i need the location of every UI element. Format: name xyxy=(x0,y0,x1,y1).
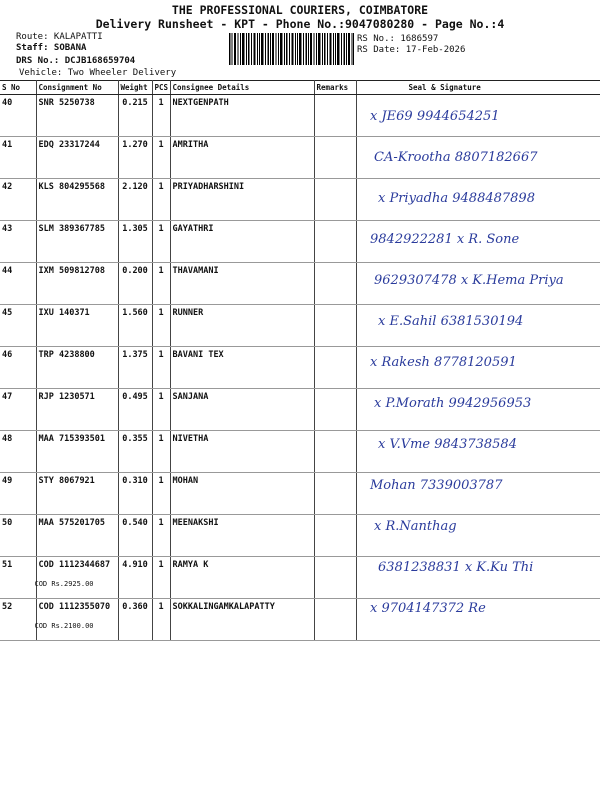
row-remarks xyxy=(314,179,356,221)
row-sno: 44 xyxy=(0,263,36,305)
row-pcs: 1 xyxy=(152,95,170,137)
vehicle-label: Vehicle: Two Wheeler Delivery xyxy=(19,68,177,78)
row-weight: 4.910 xyxy=(118,557,152,599)
row-sno: 50 xyxy=(0,515,36,557)
row-consignment-no: KLS 804295568 xyxy=(36,179,118,221)
row-consignee: NIVETHA xyxy=(170,431,314,473)
row-consignment-no: MAA 575201705 xyxy=(36,515,118,557)
drs-number: DRS No.: DCJB168659704 xyxy=(16,56,136,66)
row-weight: 1.305 xyxy=(118,221,152,263)
row-remarks xyxy=(314,347,356,389)
row-weight: 0.310 xyxy=(118,473,152,515)
row-consignment-no: STY 8067921 xyxy=(36,473,118,515)
row-weight: 0.495 xyxy=(118,389,152,431)
row-consignee: MOHAN xyxy=(170,473,314,515)
row-consignment-no: EDQ 23317244 xyxy=(36,137,118,179)
row-consignee: PRIYADHARSHINI xyxy=(170,179,314,221)
row-signature-cell xyxy=(356,347,600,389)
table-row xyxy=(0,221,600,263)
row-consignee: THAVAMANI xyxy=(170,263,314,305)
row-signature-cell xyxy=(356,557,600,599)
row-consignment-no: SLM 389367785 xyxy=(36,221,118,263)
row-pcs: 1 xyxy=(152,389,170,431)
row-sno: 52 xyxy=(0,599,36,641)
table-row xyxy=(0,137,600,179)
table-row xyxy=(0,599,600,641)
row-signature-cell xyxy=(356,179,600,221)
runsheet-table xyxy=(0,80,600,641)
row-sno: 51 xyxy=(0,557,36,599)
table-header-row xyxy=(0,81,600,95)
staff-label: Staff: SOBANA xyxy=(16,43,87,53)
cod-amount: COD Rs.2925.00 xyxy=(34,580,94,588)
row-sno: 40 xyxy=(0,95,36,137)
row-remarks xyxy=(314,389,356,431)
row-signature-cell xyxy=(356,389,600,431)
row-signature-cell xyxy=(356,95,600,137)
runsheet-subtitle: Delivery Runsheet - KPT - Phone No.:9047080280 - Page No.:4 xyxy=(95,17,505,31)
signature-2: CA-Krootha 8807182667 xyxy=(374,150,538,165)
row-pcs: 1 xyxy=(152,515,170,557)
row-weight: 0.355 xyxy=(118,431,152,473)
row-consignment-no: COD 1112344687 COD Rs.2925.00 xyxy=(36,557,118,599)
row-remarks xyxy=(314,263,356,305)
signature-7: x Rakesh 8778120591 xyxy=(370,355,517,370)
row-weight: 2.120 xyxy=(118,179,152,221)
table-row xyxy=(0,179,600,221)
signature-6: x E.Sahil 6381530194 xyxy=(378,314,524,329)
row-consignee: GAYATHRI xyxy=(170,221,314,263)
row-weight: 0.215 xyxy=(118,95,152,137)
row-consignee: MEENAKSHI xyxy=(170,515,314,557)
row-sno: 47 xyxy=(0,389,36,431)
row-pcs: 1 xyxy=(152,305,170,347)
row-weight: 0.200 xyxy=(118,263,152,305)
row-weight: 0.360 xyxy=(118,599,152,641)
signature-3: x Priyadha 9488487898 xyxy=(378,191,535,206)
row-pcs: 1 xyxy=(152,347,170,389)
row-signature-cell xyxy=(356,431,600,473)
row-consignment-no: MAA 715393501 xyxy=(36,431,118,473)
row-consignee: NEXTGENPATH xyxy=(170,95,314,137)
row-weight: 0.540 xyxy=(118,515,152,557)
table-row xyxy=(0,389,600,431)
row-pcs: 1 xyxy=(152,221,170,263)
row-pcs: 1 xyxy=(152,473,170,515)
signature-4: 9842922281 x R. Sone xyxy=(370,232,520,247)
row-weight: 1.270 xyxy=(118,137,152,179)
row-pcs: 1 xyxy=(152,179,170,221)
row-signature-cell xyxy=(356,305,600,347)
row-remarks xyxy=(314,473,356,515)
row-pcs: 1 xyxy=(152,557,170,599)
row-consignment-no: TRP 4238800 xyxy=(36,347,118,389)
row-sno: 46 xyxy=(0,347,36,389)
row-signature-cell xyxy=(356,263,600,305)
row-consignee: BAVANI TEX xyxy=(170,347,314,389)
signature-9: x V.Vme 9843738584 xyxy=(378,437,517,452)
row-sno: 49 xyxy=(0,473,36,515)
col-header-consignee: Consignee Details xyxy=(170,81,314,95)
table-row xyxy=(0,263,600,305)
barcode-image xyxy=(229,33,354,65)
row-pcs: 1 xyxy=(152,263,170,305)
row-consignment-no: RJP 1230571 xyxy=(36,389,118,431)
col-header-signature: Seal & Signature xyxy=(356,81,600,95)
col-header-consignment: Consignment No xyxy=(36,81,118,95)
row-pcs: 1 xyxy=(152,599,170,641)
row-consignee: SOKKALINGAMKALAPATTY xyxy=(170,599,314,641)
table-row xyxy=(0,347,600,389)
table-row xyxy=(0,431,600,473)
row-signature-cell xyxy=(356,473,600,515)
signature-13: x 9704147372 Re xyxy=(370,601,486,616)
row-remarks xyxy=(314,557,356,599)
col-header-weight: Weight xyxy=(118,81,152,95)
cod-amount: COD Rs.2100.00 xyxy=(34,622,94,630)
row-signature-cell xyxy=(356,599,600,641)
col-header-remarks: Remarks xyxy=(314,81,356,95)
row-remarks xyxy=(314,221,356,263)
row-pcs: 1 xyxy=(152,431,170,473)
col-header-sno: S No xyxy=(0,81,36,95)
row-weight: 1.560 xyxy=(118,305,152,347)
row-consignee: AMRITHA xyxy=(170,137,314,179)
signature-11: x R.Nanthag xyxy=(374,519,457,534)
row-sno: 45 xyxy=(0,305,36,347)
company-title: THE PROFESSIONAL COURIERS, COIMBATORE xyxy=(171,3,429,17)
row-sno: 42 xyxy=(0,179,36,221)
table-row xyxy=(0,473,600,515)
row-sno: 41 xyxy=(0,137,36,179)
row-pcs: 1 xyxy=(152,137,170,179)
row-remarks xyxy=(314,305,356,347)
table-row xyxy=(0,515,600,557)
signature-10: Mohan 7339003787 xyxy=(370,478,503,493)
row-consignee: SANJANA xyxy=(170,389,314,431)
rs-number: RS No.: 1686597 xyxy=(357,34,439,44)
table-row xyxy=(0,95,600,137)
row-consignment-no: IXU 140371 xyxy=(36,305,118,347)
row-remarks xyxy=(314,515,356,557)
row-remarks xyxy=(314,431,356,473)
row-consignment-no: IXM 509812708 xyxy=(36,263,118,305)
row-consignment-no: COD 1112355070 COD Rs.2100.00 xyxy=(36,599,118,641)
row-signature-cell xyxy=(356,515,600,557)
row-weight: 1.375 xyxy=(118,347,152,389)
row-remarks xyxy=(314,599,356,641)
table-row xyxy=(0,557,600,599)
signature-8: x P.Morath 9942956953 xyxy=(374,396,532,411)
col-header-pcs: PCS xyxy=(152,81,170,95)
signature-12: 6381238831 x K.Ku Thi xyxy=(378,560,534,575)
row-consignee: RUNNER xyxy=(170,305,314,347)
row-signature-cell xyxy=(356,137,600,179)
signature-5: 9629307478 x K.Hema Priya xyxy=(374,273,564,288)
row-consignment-no: SNR 5250738 xyxy=(36,95,118,137)
signature-1: x JE69 9944654251 xyxy=(370,109,500,124)
row-sno: 48 xyxy=(0,431,36,473)
row-consignee: RAMYA K xyxy=(170,557,314,599)
table-row xyxy=(0,305,600,347)
rs-date: RS Date: 17-Feb-2026 xyxy=(357,45,466,55)
row-sno: 43 xyxy=(0,221,36,263)
row-remarks xyxy=(314,137,356,179)
row-remarks xyxy=(314,95,356,137)
row-signature-cell xyxy=(356,221,600,263)
route-label: Route: KALAPATTI xyxy=(16,32,103,42)
